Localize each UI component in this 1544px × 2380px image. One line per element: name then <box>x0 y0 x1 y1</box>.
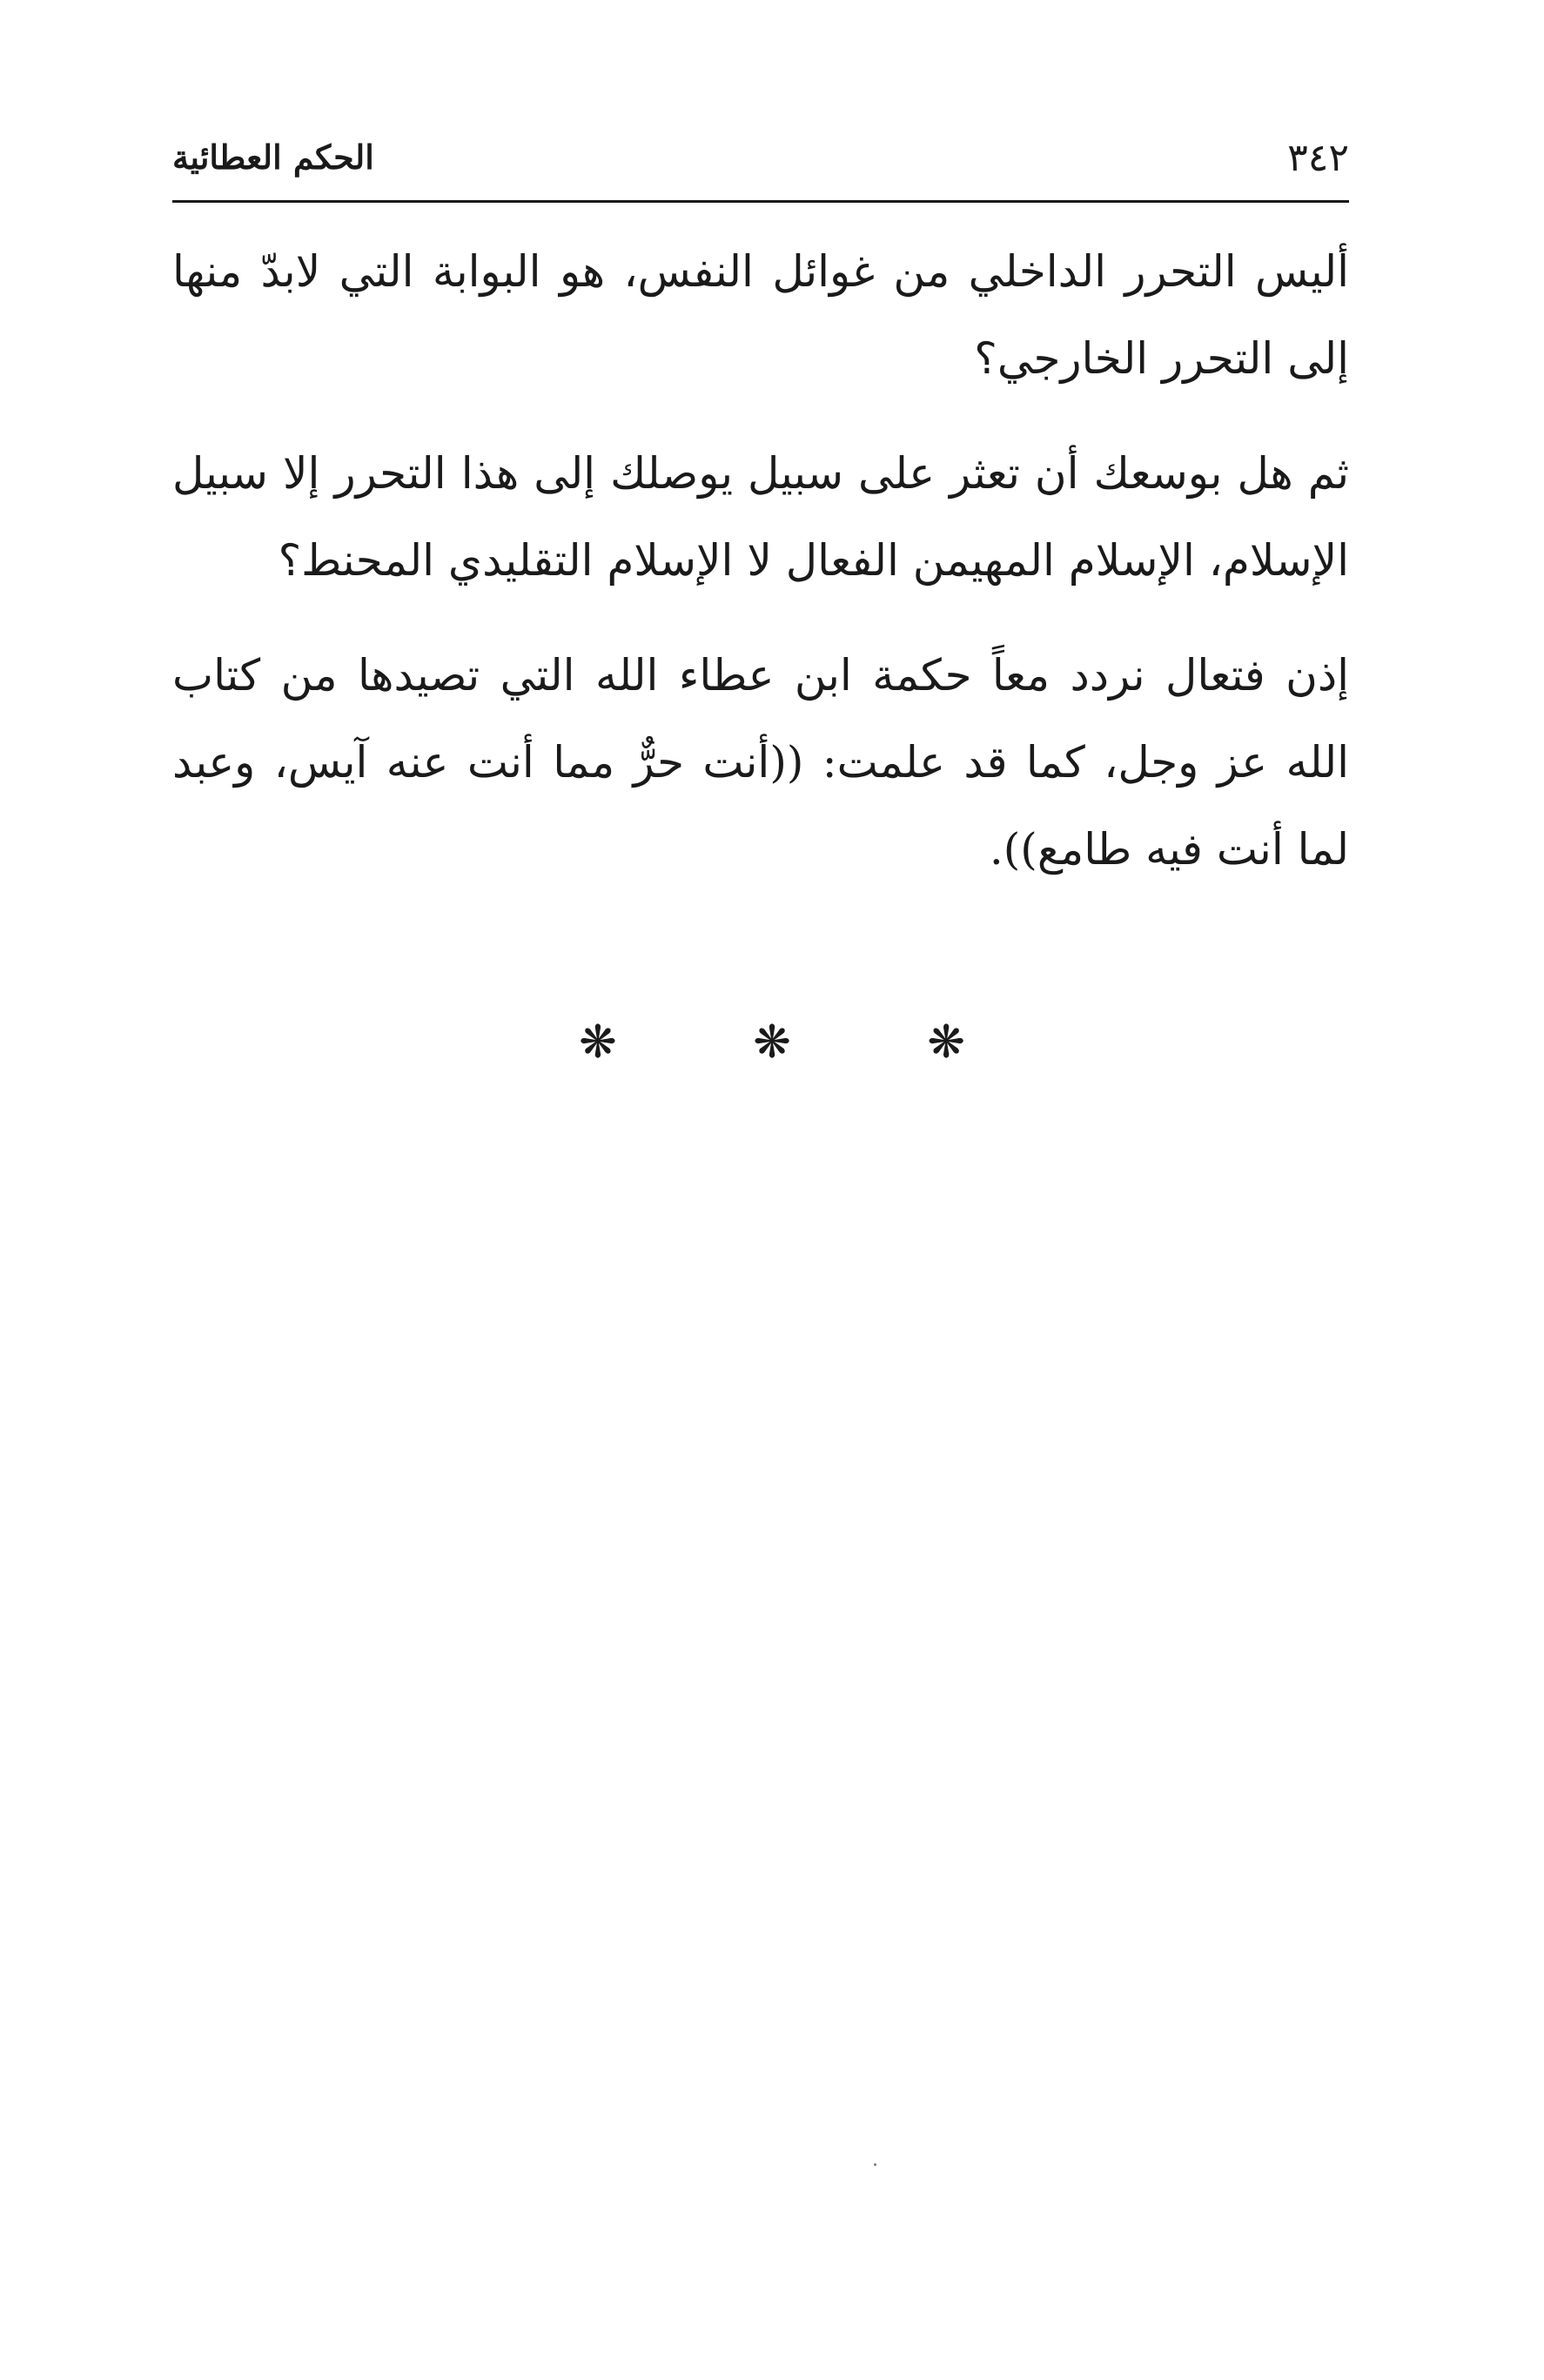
section-separator <box>0 1016 1544 1069</box>
body-text <box>172 228 1349 921</box>
paragraph: ثم هل بوسعك أن تعثر على سبيل يوصلك إلى هذا التحرر إلا سبيل الإسلام، الإسلام المهيمن الفعال لا الإسلام التقليدي المحنط؟ <box>172 448 1349 586</box>
paragraph: أليس التحرر الداخلي من غوائل النفس، هو البوابة التي لابدّ منها إلى التحرر الخارجي؟ <box>172 246 1349 384</box>
asterisk-ornament-icon: ❋ <box>753 1016 791 1069</box>
asterisk-ornament-icon: ❋ <box>579 1016 617 1069</box>
page-header <box>172 129 1349 198</box>
running-title: الحكم العطائية <box>172 137 374 177</box>
page-number: ٣٤٢ <box>1287 136 1349 180</box>
paragraph: إذن فتعال نردد معاً حكمة ابن عطاء الله التي تصيدها من كتاب الله عز وجل، كما قد علمت: ((أنت حرٌّ مما أنت عنه آيس، وعبد لما أنت فيه طامع)). <box>172 650 1349 875</box>
asterisk-ornament-icon: ❋ <box>927 1016 965 1069</box>
header-divider <box>172 200 1349 203</box>
scan-speck <box>874 2163 876 2166</box>
